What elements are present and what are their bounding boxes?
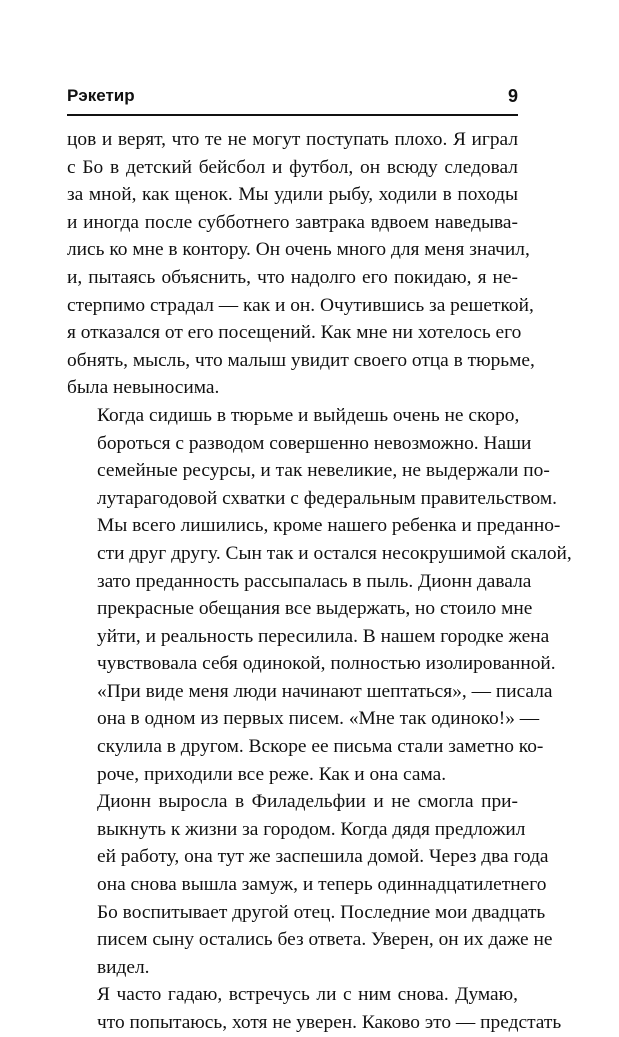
text-line: с Бо в детский бейсбол и футбол, он всюду следовал [67, 156, 518, 178]
text-line: видел. [97, 956, 150, 978]
text-line: Когда сидишь в тюрьме и выйдешь очень не скоро, [97, 404, 520, 426]
text-line: зато преданность рассыпалась в пыль. Дионн давала [97, 570, 532, 592]
paragraph [67, 981, 562, 1036]
text-line: цов и верят, что те не могут поступать плохо. Я играл [67, 129, 518, 150]
text-line: Дионн выросла в Филадельфии и не смогла при- [97, 791, 518, 813]
text-line: она снова вышла замуж, и теперь одиннадцатилетнего [97, 874, 547, 896]
paragraph [67, 402, 572, 788]
text-line: она в одном из первых писем. «Мне так одиноко!» — [97, 708, 540, 730]
text-line: Я часто гадаю, встречусь ли с ним снова. Думаю, [97, 984, 518, 1006]
text-line: сти друг другу. Сын так и остался несокрушимой скалой, [97, 542, 572, 564]
text-line: ей работу, она тут же заспешила домой. Через два года [97, 846, 549, 868]
text-line: за мной, как щенок. Мы удили рыбу, ходили в походы [67, 184, 518, 206]
text-line: прекрасные обещания все выдержать, но стоило мне [97, 598, 533, 620]
body-text [67, 126, 572, 1037]
text-line: стерпимо страдал — как и он. Очутившись за решеткой, [67, 294, 534, 316]
text-line: писем сыну остались без ответа. Уверен, он их даже не [97, 929, 553, 951]
running-title: Рэкетир [67, 86, 135, 105]
text-line: уйти, и реальность пересилила. В нашем городке жена [97, 625, 550, 647]
text-line: роче, приходили все реже. Как и она сама. [97, 763, 447, 785]
text-line: скулила в другом. Вскоре ее письма стали заметно ко- [97, 736, 544, 758]
text-line: что попытаюсь, хотя не уверен. Каково это — предстать [97, 1012, 562, 1033]
text-line: семейные ресурсы, и так невеликие, не выдержали по- [97, 460, 550, 482]
text-line: и иногда после субботнего завтрака вдвоем наведыва- [67, 211, 518, 233]
text-line: «При виде меня люди начинают шептаться», — писала [97, 680, 553, 702]
header-rule [67, 114, 518, 116]
text-line: была невыносима. [67, 377, 220, 399]
text-line: Бо воспитывает другой отец. Последние мои двадцать [97, 901, 546, 923]
text-line: выкнуть к жизни за городом. Когда дядя предложил [97, 818, 526, 840]
paragraph [67, 788, 553, 981]
text-line: чувствовала себя одинокой, полностью изолированной. [97, 653, 556, 675]
text-line: я отказался от его посещений. Как мне ни хотелось его [67, 322, 522, 344]
text-line: лись ко мне в контору. Он очень много для меня значил, [67, 239, 530, 261]
running-header [67, 86, 518, 112]
text-line: и, пытаясь объяснить, что надолго его покидаю, я не- [67, 266, 518, 288]
text-line: лутарагодовой схватки с федеральным правительством. [97, 487, 557, 509]
text-line: обнять, мысль, что малыш увидит своего отца в тюрьме, [67, 349, 535, 371]
page-number: 9 [507, 86, 518, 106]
text-line: Мы всего лишились, кроме нашего ребенка и преданно- [97, 515, 561, 537]
text-line: бороться с разводом совершенно невозможно. Наши [97, 432, 532, 454]
paragraph [67, 126, 535, 402]
